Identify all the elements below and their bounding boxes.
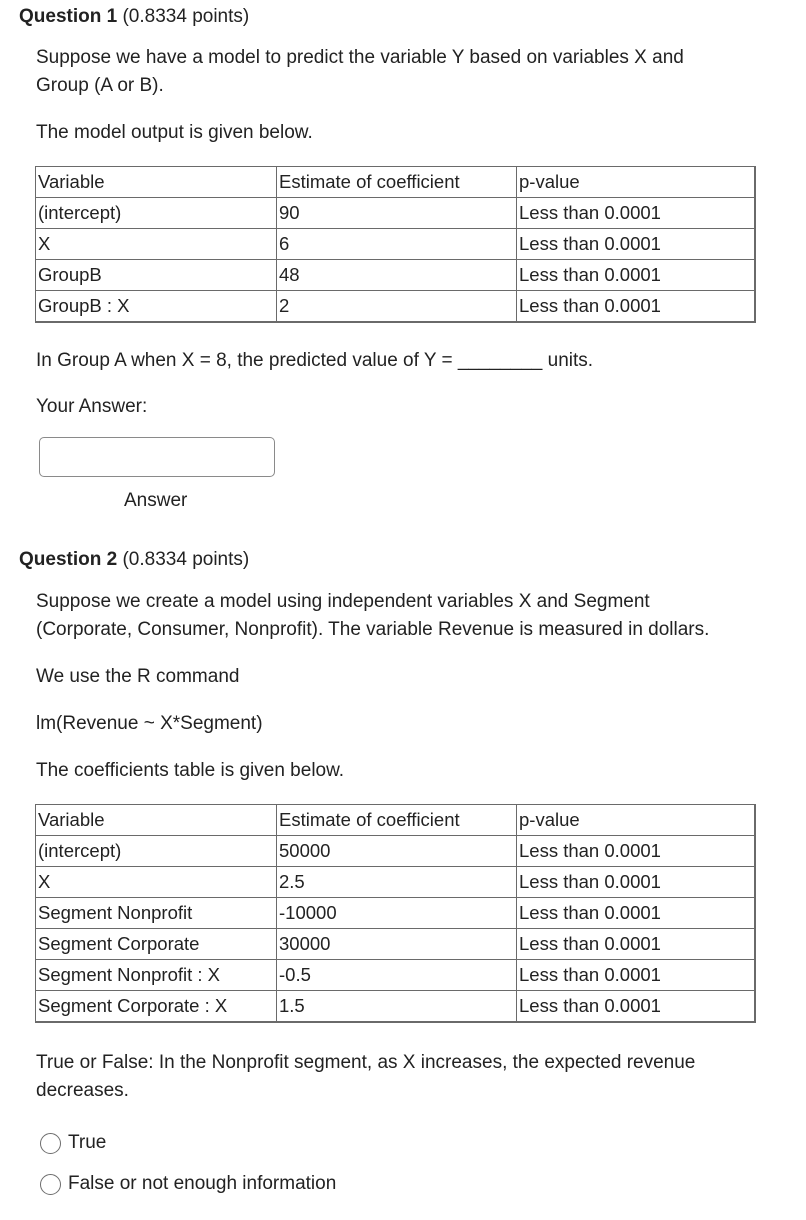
answer-input[interactable]	[39, 437, 275, 477]
table-cell: (intercept)	[36, 836, 277, 867]
table-cell: 48	[277, 260, 517, 291]
table-cell: Segment Nonprofit : X	[36, 960, 277, 991]
question-2-statement-line-1: True or False: In the Nonprofit segment, as X increases, the expected revenue	[36, 1052, 696, 1073]
table-cell: Less than 0.0001	[517, 991, 755, 1023]
table-cell: 30000	[277, 929, 517, 960]
table-cell: Less than 0.0001	[517, 960, 755, 991]
question-1-coefficients-table	[35, 166, 756, 323]
question-1-intro-line-2: Group (A or B).	[36, 75, 164, 96]
table-cell: X	[36, 867, 277, 898]
table-row	[36, 991, 755, 1023]
r-command: lm(Revenue ~ X*Segment)	[36, 713, 263, 734]
question-2-coefficients-table	[35, 804, 756, 1023]
table-row	[36, 198, 755, 229]
table-cell: Less than 0.0001	[517, 929, 755, 960]
question-2-statement-line-2: decreases.	[36, 1080, 129, 1101]
table-cell: 2.5	[277, 867, 517, 898]
table-cell: 50000	[277, 836, 517, 867]
table-row	[36, 291, 755, 323]
table-cell: GroupB : X	[36, 291, 277, 323]
coefficients-table-intro: The coefficients table is given below.	[36, 760, 345, 781]
table-row	[36, 898, 755, 929]
table-cell: Segment Corporate	[36, 929, 277, 960]
option-true-label: True	[68, 1132, 107, 1153]
table-header-cell: p-value	[517, 167, 755, 198]
table-cell: -10000	[277, 898, 517, 929]
table-cell: Segment Nonprofit	[36, 898, 277, 929]
table-cell: Less than 0.0001	[517, 198, 755, 229]
question-1-intro-line-1: Suppose we have a model to predict the variable Y based on variables X and	[36, 47, 684, 68]
question-1-prompt: In Group A when X = 8, the predicted value of Y = ________ units.	[36, 350, 594, 371]
table-cell: Segment Corporate : X	[36, 991, 277, 1023]
your-answer-label: Your Answer:	[36, 396, 148, 417]
table-row	[36, 867, 755, 898]
table-row	[36, 260, 755, 291]
question-1-points: (0.8334 points)	[122, 6, 250, 27]
table-header-cell: p-value	[517, 805, 755, 836]
radio-button-false[interactable]	[40, 1174, 61, 1195]
answer-field-label: Answer	[124, 490, 188, 511]
question-1-header	[19, 6, 249, 28]
question-2-intro-line-1: Suppose we create a model using independent variables X and Segment	[36, 591, 650, 612]
question-2-points: (0.8334 points)	[122, 549, 250, 570]
option-true[interactable]	[40, 1132, 106, 1154]
table-header-cell: Estimate of coefficient	[277, 167, 517, 198]
table-cell: Less than 0.0001	[517, 229, 755, 260]
table-cell: Less than 0.0001	[517, 898, 755, 929]
table-cell: (intercept)	[36, 198, 277, 229]
question-2-title: Question 2	[19, 549, 118, 570]
table-cell: 2	[277, 291, 517, 323]
table-header-row	[36, 805, 755, 836]
table-cell: GroupB	[36, 260, 277, 291]
table-row	[36, 836, 755, 867]
table-cell: 6	[277, 229, 517, 260]
question-2-intro-line-2: (Corporate, Consumer, Nonprofit). The variable Revenue is measured in dollars.	[36, 619, 710, 640]
table-cell: Less than 0.0001	[517, 291, 755, 323]
table-cell: Less than 0.0001	[517, 867, 755, 898]
table-header-cell: Variable	[36, 167, 277, 198]
table-cell: X	[36, 229, 277, 260]
radio-button-true[interactable]	[40, 1133, 61, 1154]
table-header-cell: Estimate of coefficient	[277, 805, 517, 836]
table-row	[36, 229, 755, 260]
table-header-cell: Variable	[36, 805, 277, 836]
option-false[interactable]	[40, 1173, 336, 1195]
question-2-header	[19, 549, 249, 571]
table-header-row	[36, 167, 755, 198]
table-cell: 90	[277, 198, 517, 229]
table-cell: -0.5	[277, 960, 517, 991]
table-row	[36, 960, 755, 991]
table-cell: 1.5	[277, 991, 517, 1023]
r-command-intro: We use the R command	[36, 666, 240, 687]
question-1-title: Question 1	[19, 6, 118, 27]
table-cell: Less than 0.0001	[517, 260, 755, 291]
table-row	[36, 929, 755, 960]
option-false-label: False or not enough information	[68, 1173, 337, 1194]
question-1-output-text: The model output is given below.	[36, 122, 313, 143]
table-cell: Less than 0.0001	[517, 836, 755, 867]
